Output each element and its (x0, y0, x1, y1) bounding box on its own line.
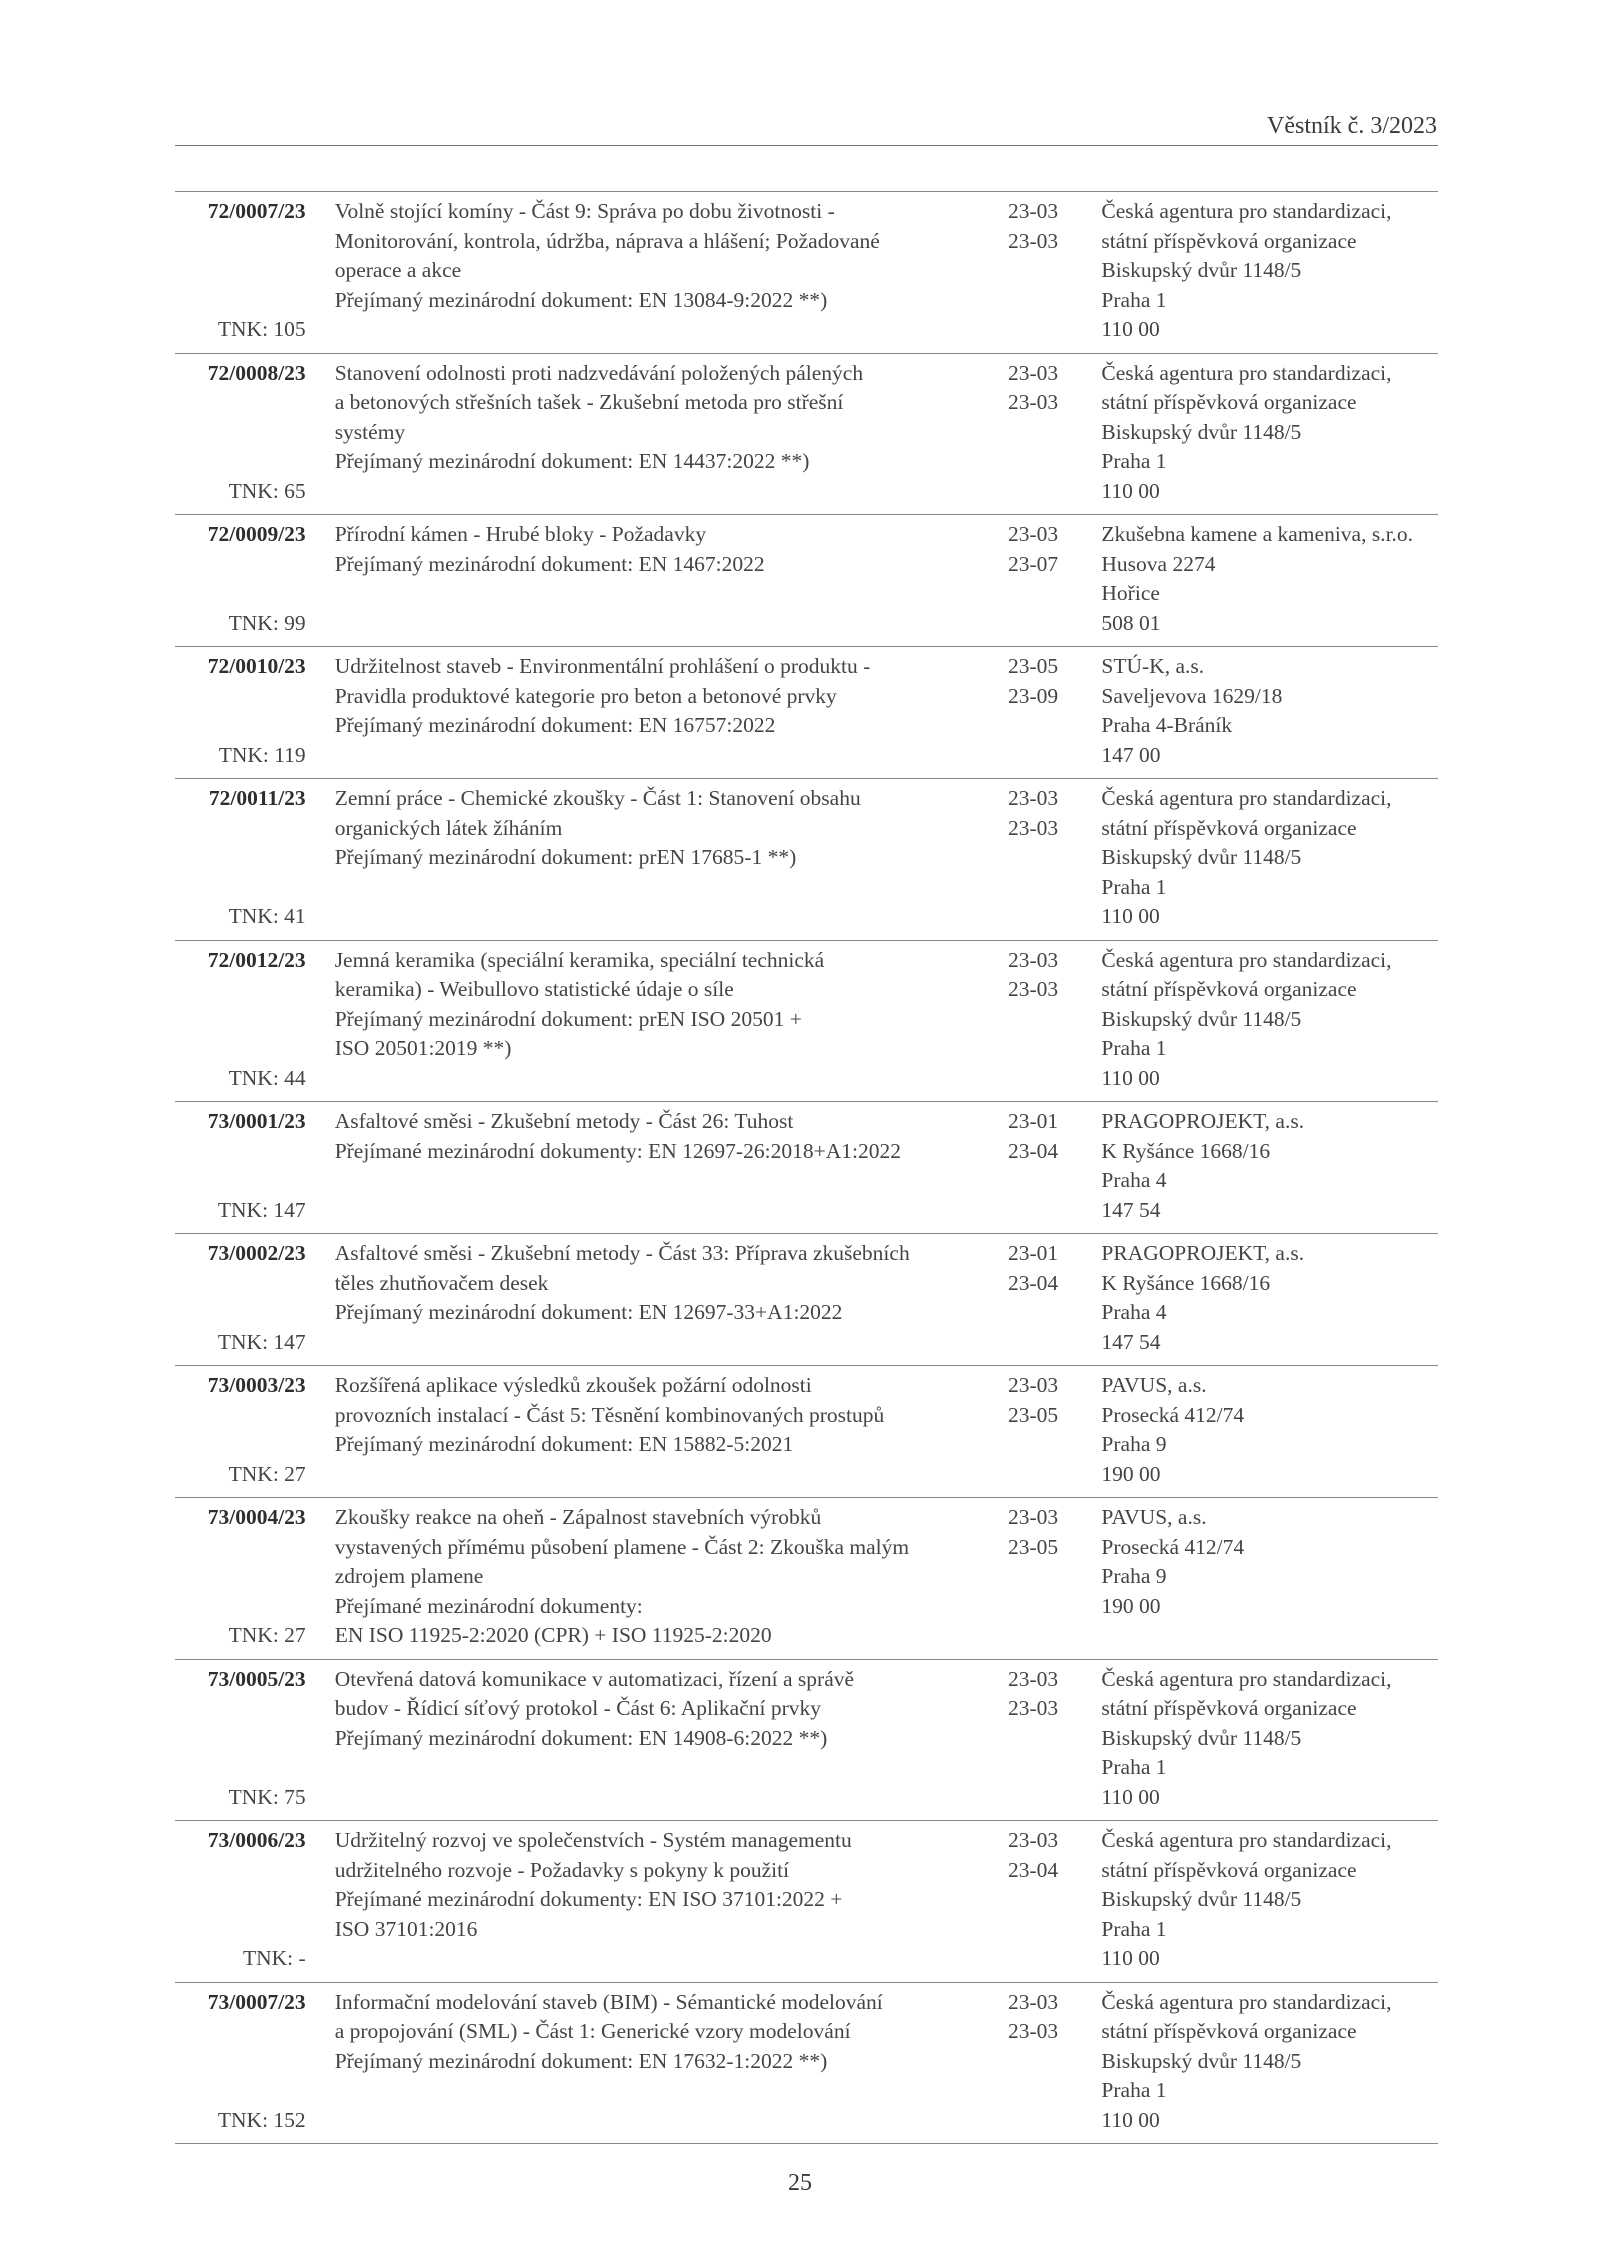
entry-title-line: Asfaltové směsi - Zkušební metody - Část 26: Tuhost (334, 1109, 794, 1133)
standard-entry (175, 1101, 1438, 1233)
organization-line: státní příspěvková organizace (1101, 228, 1357, 253)
entry-organization-column (1101, 946, 1438, 1094)
organization-line: Biskupský dvůr 1148/5 (1101, 1006, 1302, 1031)
organization-line: Biskupský dvůr 1148/5 (1101, 845, 1302, 869)
organization-line: 110 00 (1101, 478, 1160, 503)
entry-row (175, 652, 1438, 770)
entry-dates-column (1008, 652, 1067, 770)
entry-id-column (175, 197, 324, 345)
organization-line: státní příspěvková organizace (1101, 977, 1357, 1001)
entry-id-column (175, 1826, 324, 1974)
entry-date: 23-03 (1008, 947, 1059, 972)
organization-line: Praha 1 (1101, 287, 1167, 312)
entry-title-line: keramika) - Weibullovo statistické údaje o síle (334, 977, 734, 1001)
entry-title-line: Přírodní kámen - Hrubé bloky - Požadavky (334, 522, 707, 546)
entry-id-column (175, 520, 324, 638)
entry-title-line: Zkoušky reakce na oheň - Zápalnost stavebních výrobků (334, 1505, 822, 1529)
organization-line: Česká agentura pro standardizaci, (1101, 947, 1392, 972)
standard-entry (175, 1659, 1438, 1821)
entry-date: 23-03 (1008, 360, 1059, 385)
entry-title-line: Volně stojící komíny - Část 9: Správa po dobu životnosti - (334, 199, 835, 223)
entry-title-line: těles zhutňovačem desek (334, 1270, 549, 1295)
entry-dates-column (1008, 946, 1067, 1094)
entry-dates-column (1008, 1988, 1067, 2136)
tnk-label: TNK: 147 (217, 1197, 306, 1222)
standard-entry (175, 1233, 1438, 1365)
entry-id-column (175, 359, 324, 507)
adopted-document-line: Přejímané mezinárodní dokumenty: EN ISO 37101:2022 + (334, 1887, 843, 1911)
organization-line: 190 00 (1101, 1593, 1161, 1618)
entry-organization-column (1101, 1239, 1438, 1357)
organization-line: K Ryšánce 1668/16 (1101, 1138, 1271, 1163)
entry-dates-column (1008, 1239, 1067, 1357)
entry-number: 73/0005/23 (207, 1666, 306, 1691)
entry-organization-column (1101, 784, 1438, 932)
organization-line: Česká agentura pro standardizaci, (1101, 1828, 1392, 1852)
entry-date: 23-03 (1008, 199, 1059, 223)
entry-date: 23-03 (1008, 1505, 1059, 1529)
entry-date: 23-03 (1008, 522, 1059, 546)
tnk-label: TNK: 152 (217, 2107, 306, 2132)
entry-title-line: budov - Řídicí síťový protokol - Část 6: Aplikační prvky (334, 1696, 822, 1720)
entry-number: 72/0010/23 (207, 654, 306, 678)
entry-dates-column (1008, 197, 1067, 345)
entry-row (175, 520, 1438, 638)
organization-line: Česká agentura pro standardizaci, (1101, 360, 1392, 385)
organization-line: Česká agentura pro standardizaci, (1101, 1989, 1392, 2014)
entry-dates-column (1008, 784, 1067, 932)
standard-entry (175, 646, 1438, 778)
entry-id-column (175, 946, 324, 1094)
entry-dates-column (1008, 520, 1067, 638)
standard-entry (175, 514, 1438, 646)
entry-id-column (175, 1371, 324, 1489)
entry-id-column (175, 1503, 324, 1651)
entry-number: 73/0001/23 (207, 1109, 306, 1133)
entry-title-column (335, 197, 998, 345)
organization-line: Biskupský dvůr 1148/5 (1101, 258, 1302, 282)
organization-line: 110 00 (1101, 317, 1160, 341)
organization-line: Biskupský dvůr 1148/5 (1101, 419, 1302, 444)
entry-row (175, 1239, 1438, 1357)
adopted-document-line: EN ISO 11925-2:2020 (CPR) + ISO 11925-2:2020 (334, 1623, 772, 1647)
entry-title-line: Zemní práce - Chemické zkoušky - Část 1: Stanovení obsahu (334, 786, 861, 810)
organization-line: Praha 1 (1101, 1916, 1167, 1941)
entry-title-column (335, 1371, 998, 1489)
entry-date: 23-03 (1008, 1373, 1059, 1397)
adopted-document-line: ISO 20501:2019 **) (334, 1036, 512, 1060)
organization-line: Biskupský dvůr 1148/5 (1101, 1725, 1302, 1750)
organization-line: 110 00 (1101, 1784, 1160, 1809)
organization-line: Česká agentura pro standardizaci, (1101, 199, 1392, 223)
organization-line: státní příspěvková organizace (1101, 1857, 1357, 1882)
entry-date: 23-01 (1008, 1109, 1059, 1133)
organization-line: Praha 9 (1101, 1564, 1167, 1588)
entry-title-line: Udržitelný rozvoj ve společenstvích - Systém managementu (334, 1828, 852, 1852)
entry-organization-column (1101, 197, 1438, 345)
entry-title-line: a betonových střešních tašek - Zkušební metoda pro střešní (334, 390, 844, 414)
entry-organization-column (1101, 1503, 1438, 1651)
organization-line: Praha 1 (1101, 874, 1167, 899)
organization-line: Praha 9 (1101, 1432, 1167, 1456)
organization-line: 147 54 (1101, 1197, 1161, 1222)
entry-title-column (335, 1239, 998, 1357)
entry-number: 72/0009/23 (207, 522, 306, 546)
adopted-document-line: Přejímaný mezinárodní dokument: EN 16757:2022 (334, 713, 776, 737)
adopted-document-line: Přejímané mezinárodní dokumenty: EN 12697-26:2018+A1:2022 (334, 1138, 901, 1163)
entry-title-column (335, 359, 998, 507)
organization-line: PRAGOPROJEKT, a.s. (1101, 1241, 1305, 1265)
standard-entry (175, 1820, 1438, 1982)
organization-line: PRAGOPROJEKT, a.s. (1101, 1109, 1305, 1133)
entry-title-line: systémy (334, 419, 406, 444)
entry-dates-column (1008, 1665, 1067, 1813)
entry-number: 73/0007/23 (207, 1989, 306, 2014)
entry-title-line: Udržitelnost staveb - Environmentální prohlášení o produktu - (334, 654, 871, 678)
organization-line: Česká agentura pro standardizaci, (1101, 786, 1392, 810)
entry-date: 23-04 (1008, 1138, 1059, 1163)
organization-line: 110 00 (1101, 1065, 1160, 1090)
entry-title-line: Jemná keramika (speciální keramika, speciální technická (334, 947, 825, 972)
entry-dates-column (1008, 1371, 1067, 1489)
organization-line: Praha 4-Bráník (1101, 713, 1233, 737)
tnk-label: TNK: 99 (228, 610, 306, 635)
entry-date: 23-05 (1008, 654, 1059, 678)
entry-title-line: vystavených přímému působení plamene - Část 2: Zkouška malým (334, 1534, 910, 1559)
organization-line: 147 54 (1101, 1329, 1161, 1354)
tnk-label: TNK: - (242, 1946, 306, 1970)
entry-date: 23-03 (1008, 1989, 1059, 2014)
entry-title-line: Pravidla produktové kategorie pro beton a betonové prvky (334, 683, 837, 708)
tnk-label: TNK: 27 (228, 1623, 306, 1647)
organization-line: Praha 1 (1101, 2078, 1167, 2102)
entry-title-line: Otevřená datová komunikace v automatizaci, řízení a správě (334, 1666, 855, 1691)
tnk-label: TNK: 65 (228, 478, 306, 503)
entry-row (175, 946, 1438, 1094)
entry-title-column (335, 1988, 998, 2136)
entry-number: 73/0006/23 (207, 1828, 306, 1852)
bulletin-header-title: Věstník č. 3/2023 (1267, 113, 1437, 139)
organization-line: státní příspěvková organizace (1101, 1696, 1357, 1720)
header-divider (175, 145, 1438, 146)
organization-line: Česká agentura pro standardizaci, (1101, 1666, 1392, 1691)
standard-entry (175, 778, 1438, 940)
adopted-document-line: Přejímané mezinárodní dokumenty: (334, 1593, 643, 1618)
entry-title-line: Rozšířená aplikace výsledků zkoušek požární odolnosti (334, 1373, 812, 1397)
organization-line: Praha 4 (1101, 1168, 1167, 1192)
entry-date: 23-03 (1008, 786, 1059, 810)
adopted-document-line: Přejímaný mezinárodní dokument: EN 12697-33+A1:2022 (334, 1300, 843, 1324)
entry-id-column (175, 784, 324, 932)
entry-id-column (175, 1239, 324, 1357)
entry-title-column (335, 652, 998, 770)
entry-title-line: operace a akce (334, 258, 462, 282)
entry-date: 23-03 (1008, 2019, 1059, 2043)
organization-line: Husova 2274 (1101, 551, 1216, 576)
entry-date: 23-01 (1008, 1241, 1059, 1265)
tnk-label: TNK: 119 (218, 742, 306, 767)
entry-dates-column (1008, 359, 1067, 507)
organization-line: Biskupský dvůr 1148/5 (1101, 1887, 1302, 1911)
tnk-label: TNK: 27 (228, 1461, 306, 1486)
organization-line: státní příspěvková organizace (1101, 390, 1357, 414)
entry-date: 23-07 (1008, 551, 1059, 576)
entry-number: 72/0007/23 (207, 199, 306, 223)
organization-line: Praha 1 (1101, 1755, 1167, 1779)
standard-entry (175, 353, 1438, 515)
organization-line: K Ryšánce 1668/16 (1101, 1270, 1271, 1295)
entry-id-column (175, 1988, 324, 2136)
organization-line: 508 01 (1101, 610, 1161, 635)
entry-title-line: Asfaltové směsi - Zkušební metody - Část 33: Příprava zkušebních (334, 1241, 910, 1265)
entry-date: 23-04 (1008, 1857, 1059, 1882)
standard-entry (175, 1497, 1438, 1659)
standard-entry (175, 1365, 1438, 1497)
organization-line: Zkušebna kamene a kameniva, s.r.o. (1101, 522, 1414, 546)
entry-title-line: zdrojem plamene (334, 1564, 484, 1588)
organization-line: Biskupský dvůr 1148/5 (1101, 2048, 1302, 2073)
standards-entries-list (175, 191, 1438, 2144)
entry-organization-column (1101, 1371, 1438, 1489)
entry-row (175, 1371, 1438, 1489)
organization-line: Praha 1 (1101, 1036, 1167, 1060)
organization-line: Hořice (1101, 581, 1160, 605)
entry-row (175, 1988, 1438, 2136)
entry-dates-column (1008, 1503, 1067, 1651)
entry-title-line: a propojování (SML) - Část 1: Generické vzory modelování (334, 2019, 851, 2043)
entry-organization-column (1101, 359, 1438, 507)
entry-id-column (175, 1665, 324, 1813)
entry-title-line: provozních instalací - Část 5: Těsnění kombinovaných prostupů (334, 1402, 885, 1427)
entry-row (175, 1826, 1438, 1974)
organization-line: Saveljevova 1629/18 (1101, 683, 1283, 708)
entry-organization-column (1101, 1826, 1438, 1974)
adopted-document-line: Přejímaný mezinárodní dokument: EN 13084-9:2022 **) (334, 287, 828, 312)
entry-title-line: organických látek žíháním (334, 815, 563, 840)
page-number: 25 (788, 2170, 812, 2196)
entry-id-column (175, 1107, 324, 1225)
entry-number: 73/0004/23 (207, 1505, 306, 1529)
entry-date: 23-03 (1008, 228, 1059, 253)
tnk-label: TNK: 105 (217, 317, 306, 341)
entry-date: 23-04 (1008, 1270, 1059, 1295)
entry-title-column (335, 784, 998, 932)
organization-line: státní příspěvková organizace (1101, 2019, 1357, 2043)
organization-line: Prosecká 412/74 (1101, 1402, 1245, 1427)
tnk-label: TNK: 41 (228, 904, 306, 928)
entry-dates-column (1008, 1826, 1067, 1974)
adopted-document-line: Přejímaný mezinárodní dokument: EN 14908-6:2022 **) (334, 1725, 828, 1750)
entry-row (175, 197, 1438, 345)
organization-line: 110 00 (1101, 2107, 1160, 2132)
entry-title-column (335, 1107, 998, 1225)
entry-title-line: udržitelného rozvoje - Požadavky s pokyny k použití (334, 1857, 790, 1882)
organization-line: Prosecká 412/74 (1101, 1534, 1245, 1559)
entry-organization-column (1101, 1665, 1438, 1813)
entry-row (175, 1107, 1438, 1225)
entry-title-column (335, 1503, 998, 1651)
tnk-label: TNK: 44 (228, 1065, 306, 1090)
adopted-document-line: Přejímaný mezinárodní dokument: EN 17632-1:2022 **) (334, 2048, 828, 2073)
entry-title-column (335, 1826, 998, 1974)
entry-number: 73/0003/23 (207, 1373, 306, 1397)
entry-title-line: Stanovení odolnosti proti nadzvedávání položených pálených (334, 360, 864, 385)
entry-number: 72/0008/23 (207, 360, 306, 385)
entry-title-column (335, 520, 998, 638)
organization-line: PAVUS, a.s. (1101, 1373, 1207, 1397)
adopted-document-line: Přejímaný mezinárodní dokument: EN 14437:2022 **) (334, 449, 810, 473)
entry-date: 23-03 (1008, 390, 1059, 414)
organization-line: 190 00 (1101, 1461, 1161, 1486)
standard-entry (175, 1982, 1438, 2145)
tnk-label: TNK: 75 (228, 1784, 306, 1809)
entry-dates-column (1008, 1107, 1067, 1225)
entry-title-line: Monitorování, kontrola, údržba, náprava a hlášení; Požadované (334, 228, 880, 253)
entry-number: 72/0012/23 (207, 947, 306, 972)
standard-entry (175, 191, 1438, 353)
organization-line: Praha 1 (1101, 449, 1167, 473)
entry-date: 23-03 (1008, 1666, 1059, 1691)
entry-number: 72/0011/23 (208, 786, 306, 810)
entry-title-column (335, 946, 998, 1094)
adopted-document-line: Přejímaný mezinárodní dokument: prEN ISO 20501 + (334, 1006, 802, 1031)
entry-row (175, 784, 1438, 932)
entry-date: 23-03 (1008, 1828, 1059, 1852)
entry-date: 23-03 (1008, 1696, 1059, 1720)
entry-row (175, 1503, 1438, 1651)
entry-row (175, 1665, 1438, 1813)
entry-number: 73/0002/23 (207, 1241, 306, 1265)
adopted-document-line: Přejímaný mezinárodní dokument: prEN 17685-1 **) (334, 845, 797, 869)
adopted-document-line: Přejímaný mezinárodní dokument: EN 15882-5:2021 (334, 1432, 794, 1456)
entry-organization-column (1101, 520, 1438, 638)
entry-date: 23-03 (1008, 977, 1059, 1001)
adopted-document-line: Přejímaný mezinárodní dokument: EN 1467:2022 (334, 551, 765, 576)
organization-line: PAVUS, a.s. (1101, 1505, 1207, 1529)
entry-organization-column (1101, 1107, 1438, 1225)
standard-entry (175, 940, 1438, 1102)
organization-line: 147 00 (1101, 742, 1161, 767)
entry-row (175, 359, 1438, 507)
entry-date: 23-05 (1008, 1402, 1059, 1427)
adopted-document-line: ISO 37101:2016 (334, 1916, 478, 1941)
entry-date: 23-03 (1008, 815, 1059, 840)
entry-id-column (175, 652, 324, 770)
organization-line: státní příspěvková organizace (1101, 815, 1357, 840)
organization-line: 110 00 (1101, 1946, 1160, 1970)
tnk-label: TNK: 147 (217, 1329, 306, 1354)
entry-date: 23-09 (1008, 683, 1059, 708)
organization-line: STÚ-K, a.s. (1101, 654, 1205, 678)
organization-line: 110 00 (1101, 904, 1160, 928)
entry-organization-column (1101, 1988, 1438, 2136)
entry-organization-column (1101, 652, 1438, 770)
entry-title-column (335, 1665, 998, 1813)
organization-line: Praha 4 (1101, 1300, 1167, 1324)
entry-date: 23-05 (1008, 1534, 1059, 1559)
entry-title-line: Informační modelování staveb (BIM) - Sémantické modelování (334, 1989, 883, 2014)
